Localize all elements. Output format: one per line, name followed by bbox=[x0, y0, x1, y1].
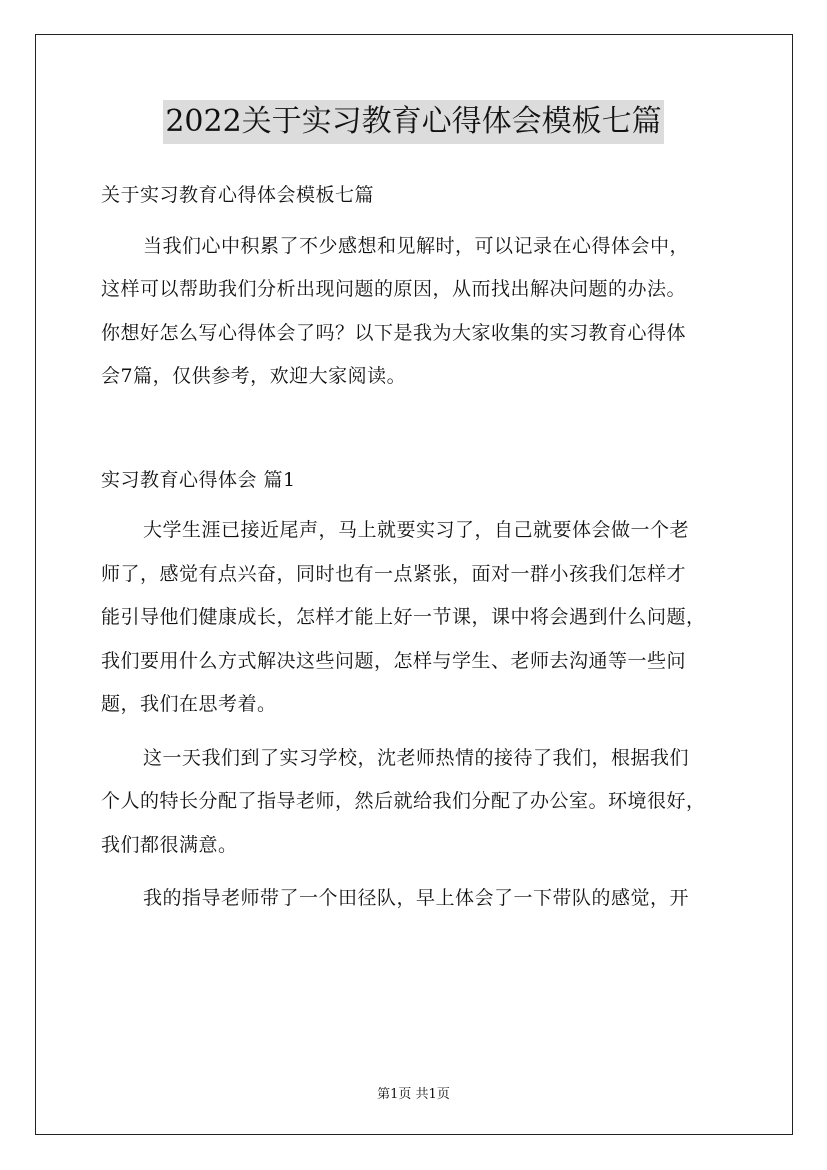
document-body bbox=[101, 174, 741, 921]
paragraph-line: 能引导他们健康成长，怎样才能上好一节课，课中将会遇到什么问题， bbox=[101, 606, 706, 628]
paragraph-line: 我们都很满意。 bbox=[101, 833, 238, 856]
paragraph-2 bbox=[101, 737, 741, 868]
intro-line: 当我们心中积累了不少感想和见解时，可以记录在心得体会中， bbox=[143, 234, 690, 257]
page-footer: 第1页 共1页 bbox=[377, 1087, 450, 1102]
intro-line: 这样可以帮助我们分析出现问题的原因，从而找出解决问题的办法。 bbox=[101, 278, 687, 300]
intro-line: 你想好怎么写心得体会了吗？以下是我为大家收集的实习教育心得体 bbox=[101, 321, 687, 344]
document-title: 2022关于实习教育心得体会模板七篇 bbox=[163, 100, 663, 144]
paragraph-line: 大学生涯已接近尾声，马上就要实习了，自己就要体会做一个老 bbox=[143, 519, 690, 541]
paragraph-line: 我们要用什么方式解决这些问题，怎样与学生、老师去沟通等一些问 bbox=[101, 649, 687, 672]
paragraph-1 bbox=[101, 509, 741, 727]
section-heading: 实习教育心得体会 篇1 bbox=[101, 468, 296, 491]
paragraph-line: 题，我们在思考着。 bbox=[101, 693, 277, 715]
intro-paragraph bbox=[101, 225, 741, 399]
document-subtitle: 关于实习教育心得体会模板七篇 bbox=[101, 184, 375, 206]
intro-line: 会7篇，仅供参考，欢迎大家阅读。 bbox=[101, 365, 407, 387]
paragraph-line: 我的指导老师带了一个田径队，早上体会了一下带队的感觉，开 bbox=[143, 887, 690, 909]
title-container bbox=[0, 100, 827, 144]
paragraph-line: 这一天我们到了实习学校，沈老师热情的接待了我们，根据我们 bbox=[143, 746, 690, 769]
paragraph-line: 师了，感觉有点兴奋，同时也有一点紧张，面对一群小孩我们怎样才 bbox=[101, 562, 687, 585]
paragraph-line: 个人的特长分配了指导老师，然后就给我们分配了办公室。环境很好， bbox=[101, 790, 706, 812]
paragraph-3 bbox=[101, 877, 741, 921]
